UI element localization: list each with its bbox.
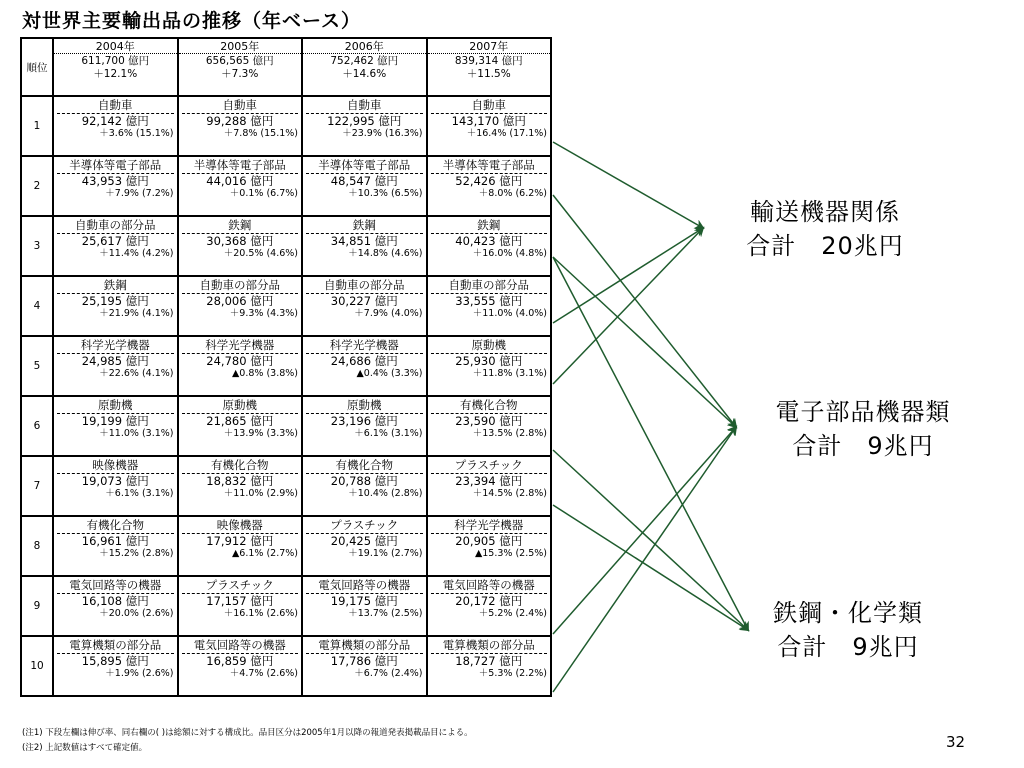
product-name: 原動機 bbox=[306, 397, 423, 414]
product-growth-share: ＋7.8% (15.1%) bbox=[223, 128, 298, 139]
connector-arrow bbox=[553, 450, 748, 630]
product-value: 17,786 億円 bbox=[330, 654, 398, 668]
product-name: 自動車 bbox=[431, 97, 548, 114]
note-1: (注1) 下段左欄は伸び率、同右欄の( )は総額に対する構成比。品目区分は2005年1月以降の報道発表掲載品目による。 bbox=[22, 728, 473, 738]
product-name: 電気回路等の機器 bbox=[182, 637, 299, 654]
product-growth-share: ＋6.1% (3.1%) bbox=[105, 488, 174, 499]
product-name: プラスチック bbox=[306, 517, 423, 534]
group-label-steel-chemical-line1: 鉄鋼・化学類 bbox=[773, 599, 923, 627]
product-name: 科学光学機器 bbox=[182, 337, 299, 354]
product-value: 24,985 億円 bbox=[81, 354, 149, 368]
product-name: 半導体等電子部品 bbox=[431, 157, 548, 174]
product-value: 24,780 億円 bbox=[206, 354, 274, 368]
product-name: 科学光学機器 bbox=[431, 517, 548, 534]
product-value: 92,142 億円 bbox=[81, 114, 149, 128]
product-name: 電気回路等の機器 bbox=[431, 577, 548, 594]
product-value: 25,617 億円 bbox=[81, 234, 149, 248]
product-name: 電気回路等の機器 bbox=[306, 577, 423, 594]
product-value: 16,961 億円 bbox=[81, 534, 149, 548]
product-value: 34,851 億円 bbox=[330, 234, 398, 248]
product-name: 電算機類の部分品 bbox=[431, 637, 548, 654]
product-growth-share: ＋11.0% (3.1%) bbox=[99, 428, 174, 439]
product-value: 122,995 億円 bbox=[327, 114, 402, 128]
year-total: 839,314 億円 bbox=[454, 55, 523, 67]
product-name: 有機化合物 bbox=[306, 457, 423, 474]
product-value: 19,175 億円 bbox=[330, 594, 398, 608]
product-value: 20,788 億円 bbox=[330, 474, 398, 488]
group-label-steel-chemical-line2: 合計 9兆円 bbox=[777, 633, 919, 661]
product-value: 20,905 億円 bbox=[455, 534, 523, 548]
product-growth-share: ＋5.2% (2.4%) bbox=[478, 608, 547, 619]
product-value: 25,930 億円 bbox=[455, 354, 523, 368]
product-value: 43,953 億円 bbox=[81, 174, 149, 188]
product-name: 電算機類の部分品 bbox=[306, 637, 423, 654]
rank-cell: 6 bbox=[21, 396, 53, 456]
year-label: 2007年 bbox=[428, 39, 551, 54]
rank-cell: 9 bbox=[21, 576, 53, 636]
product-name: 映像機器 bbox=[57, 457, 174, 474]
product-value: 15,895 億円 bbox=[81, 654, 149, 668]
product-growth-share: ＋16.1% (2.6%) bbox=[223, 608, 298, 619]
connector-arrow bbox=[553, 427, 736, 692]
year-label: 2006年 bbox=[303, 39, 426, 54]
product-growth-share: ＋14.8% (4.6%) bbox=[348, 248, 423, 259]
product-growth-share: ＋6.1% (3.1%) bbox=[354, 428, 423, 439]
product-value: 99,288 億円 bbox=[206, 114, 274, 128]
product-name: 半導体等電子部品 bbox=[182, 157, 299, 174]
product-growth-share: ▲0.8% (3.8%) bbox=[231, 368, 298, 379]
product-value: 16,859 億円 bbox=[206, 654, 274, 668]
product-name: 自動車 bbox=[182, 97, 299, 114]
product-value: 40,423 億円 bbox=[455, 234, 523, 248]
product-name: プラスチック bbox=[182, 577, 299, 594]
year-total: 656,565 億円 bbox=[205, 55, 274, 67]
product-growth-share: ＋11.8% (3.1%) bbox=[472, 368, 547, 379]
rank-cell: 8 bbox=[21, 516, 53, 576]
product-value: 28,006 億円 bbox=[206, 294, 274, 308]
product-name: 電気回路等の機器 bbox=[57, 577, 174, 594]
year-total: 611,700 億円 bbox=[81, 55, 150, 67]
year-growth: ＋14.6% bbox=[342, 68, 387, 80]
product-value: 18,832 億円 bbox=[206, 474, 274, 488]
product-name: 鉄鋼 bbox=[431, 217, 548, 234]
product-name: 半導体等電子部品 bbox=[306, 157, 423, 174]
product-value: 18,727 億円 bbox=[455, 654, 523, 668]
product-value: 33,555 億円 bbox=[455, 294, 523, 308]
product-growth-share: ＋10.3% (6.5%) bbox=[348, 188, 423, 199]
page-title: 対世界主要輸出品の推移（年ベース） bbox=[22, 10, 362, 32]
rank-cell: 10 bbox=[21, 636, 53, 696]
product-growth-share: ＋16.0% (4.8%) bbox=[472, 248, 547, 259]
connector-arrow bbox=[553, 257, 736, 427]
product-value: 24,686 億円 bbox=[330, 354, 398, 368]
rank-cell: 4 bbox=[21, 276, 53, 336]
product-value: 20,425 億円 bbox=[330, 534, 398, 548]
product-name: 鉄鋼 bbox=[57, 277, 174, 294]
product-name: 自動車 bbox=[306, 97, 423, 114]
product-value: 44,016 億円 bbox=[206, 174, 274, 188]
product-name: 鉄鋼 bbox=[182, 217, 299, 234]
product-growth-share: ▲6.1% (2.7%) bbox=[231, 548, 298, 559]
product-value: 20,172 億円 bbox=[455, 594, 523, 608]
product-value: 143,170 億円 bbox=[451, 114, 526, 128]
year-growth: ＋12.1% bbox=[93, 68, 138, 80]
product-value: 23,196 億円 bbox=[330, 414, 398, 428]
product-name: 有機化合物 bbox=[182, 457, 299, 474]
connector-arrow bbox=[553, 257, 748, 630]
product-growth-share: ＋19.1% (2.7%) bbox=[348, 548, 423, 559]
product-name: プラスチック bbox=[431, 457, 548, 474]
product-name: 原動機 bbox=[431, 337, 548, 354]
product-growth-share: ＋16.4% (17.1%) bbox=[466, 128, 547, 139]
product-value: 25,195 億円 bbox=[81, 294, 149, 308]
product-growth-share: ＋23.9% (16.3%) bbox=[342, 128, 423, 139]
product-growth-share: ＋10.4% (2.8%) bbox=[348, 488, 423, 499]
connector-arrow bbox=[553, 228, 703, 323]
product-name: 原動機 bbox=[182, 397, 299, 414]
product-value: 16,108 億円 bbox=[81, 594, 149, 608]
rank-cell: 2 bbox=[21, 156, 53, 216]
product-name: 電算機類の部分品 bbox=[57, 637, 174, 654]
product-name: 科学光学機器 bbox=[306, 337, 423, 354]
product-value: 23,394 億円 bbox=[455, 474, 523, 488]
connector-arrow bbox=[553, 228, 703, 384]
product-name: 自動車の部分品 bbox=[182, 277, 299, 294]
rank-cell: 3 bbox=[21, 216, 53, 276]
group-label-transport-line2: 合計 20兆円 bbox=[746, 232, 904, 260]
note-2: (注2) 上記数値はすべて確定値。 bbox=[22, 743, 148, 753]
product-name: 科学光学機器 bbox=[57, 337, 174, 354]
product-growth-share: ＋7.9% (7.2%) bbox=[105, 188, 174, 199]
product-growth-share: ＋14.5% (2.8%) bbox=[472, 488, 547, 499]
product-growth-share: ＋8.0% (6.2%) bbox=[478, 188, 547, 199]
product-growth-share: ▲0.4% (3.3%) bbox=[356, 368, 423, 379]
product-growth-share: ＋20.5% (4.6%) bbox=[223, 248, 298, 259]
product-growth-share: ＋15.2% (2.8%) bbox=[99, 548, 174, 559]
year-label: 2005年 bbox=[179, 39, 302, 54]
group-label-electronics-line2: 合計 9兆円 bbox=[792, 432, 934, 460]
product-growth-share: ＋11.4% (4.2%) bbox=[99, 248, 174, 259]
product-growth-share: ＋3.6% (15.1%) bbox=[99, 128, 174, 139]
product-name: 自動車の部分品 bbox=[431, 277, 548, 294]
product-growth-share: ＋6.7% (2.4%) bbox=[354, 668, 423, 679]
rank-cell: 1 bbox=[21, 96, 53, 156]
product-value: 17,912 億円 bbox=[206, 534, 274, 548]
product-growth-share: ＋11.0% (2.9%) bbox=[223, 488, 298, 499]
product-value: 23,590 億円 bbox=[455, 414, 523, 428]
product-growth-share: ＋13.7% (2.5%) bbox=[348, 608, 423, 619]
product-name: 映像機器 bbox=[182, 517, 299, 534]
product-value: 19,073 億円 bbox=[81, 474, 149, 488]
rank-cell: 5 bbox=[21, 336, 53, 396]
product-growth-share: ＋9.3% (4.3%) bbox=[229, 308, 298, 319]
product-growth-share: ＋7.9% (4.0%) bbox=[354, 308, 423, 319]
year-label: 2004年 bbox=[54, 39, 177, 54]
year-growth: ＋11.5% bbox=[466, 68, 511, 80]
product-value: 17,157 億円 bbox=[206, 594, 274, 608]
product-value: 52,426 億円 bbox=[455, 174, 523, 188]
product-name: 自動車の部分品 bbox=[306, 277, 423, 294]
product-growth-share: ▲15.3% (2.5%) bbox=[474, 548, 547, 559]
product-name: 原動機 bbox=[57, 397, 174, 414]
product-growth-share: ＋20.0% (2.6%) bbox=[99, 608, 174, 619]
product-growth-share: ＋1.9% (2.6%) bbox=[105, 668, 174, 679]
year-growth: ＋7.3% bbox=[221, 68, 259, 80]
product-name: 鉄鋼 bbox=[306, 217, 423, 234]
product-growth-share: ＋13.5% (2.8%) bbox=[472, 428, 547, 439]
product-growth-share: ＋11.0% (4.0%) bbox=[472, 308, 547, 319]
year-total: 752,462 億円 bbox=[330, 55, 399, 67]
product-name: 半導体等電子部品 bbox=[57, 157, 174, 174]
connector-arrow bbox=[553, 142, 703, 228]
product-value: 48,547 億円 bbox=[330, 174, 398, 188]
product-value: 19,199 億円 bbox=[81, 414, 149, 428]
group-label-transport-line1: 輸送機器関係 bbox=[750, 198, 900, 226]
product-name: 自動車の部分品 bbox=[57, 217, 174, 234]
product-name: 有機化合物 bbox=[57, 517, 174, 534]
product-growth-share: ＋0.1% (6.7%) bbox=[229, 188, 298, 199]
group-label-electronics-line1: 電子部品機器類 bbox=[775, 398, 951, 426]
product-value: 21,865 億円 bbox=[206, 414, 274, 428]
product-growth-share: ＋5.3% (2.2%) bbox=[478, 668, 547, 679]
product-name: 有機化合物 bbox=[431, 397, 548, 414]
product-growth-share: ＋4.7% (2.6%) bbox=[229, 668, 298, 679]
product-growth-share: ＋13.9% (3.3%) bbox=[223, 428, 298, 439]
product-growth-share: ＋21.9% (4.1%) bbox=[99, 308, 174, 319]
page-number: 32 bbox=[946, 733, 966, 751]
product-name: 自動車 bbox=[57, 97, 174, 114]
product-growth-share: ＋22.6% (4.1%) bbox=[99, 368, 174, 379]
connector-arrow bbox=[553, 427, 736, 634]
rank-header: 順位 bbox=[21, 38, 53, 96]
product-value: 30,227 億円 bbox=[330, 294, 398, 308]
product-value: 30,368 億円 bbox=[206, 234, 274, 248]
rank-cell: 7 bbox=[21, 456, 53, 516]
